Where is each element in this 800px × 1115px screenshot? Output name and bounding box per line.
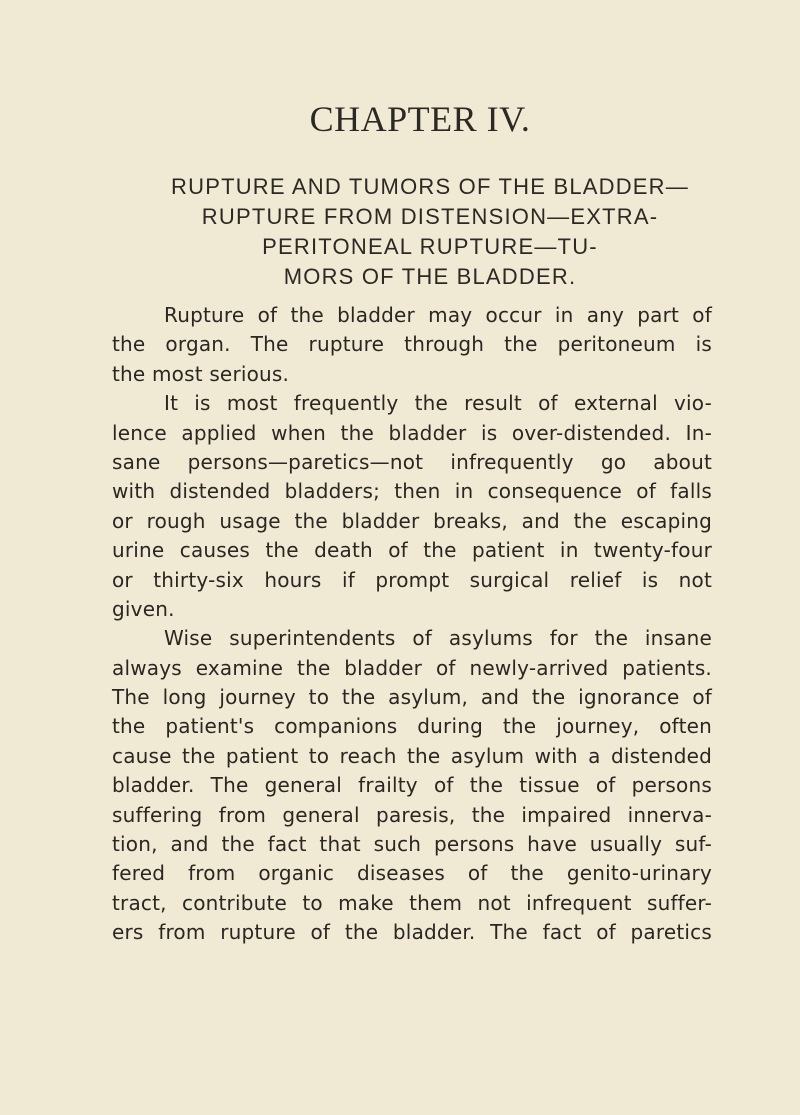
subtitle-line: PERITONEAL RUPTURE—TU- [262, 234, 598, 259]
text-line: tract, contribute to make them not infrequent suffer- [112, 890, 712, 915]
chapter-title: CHAPTER IV. [309, 99, 531, 139]
text-line: ers from rupture of the bladder. The fact of paretics [112, 920, 712, 945]
subtitle-line: RUPTURE AND TUMORS OF THE BLADDER— [171, 174, 689, 199]
subtitle-line: MORS OF THE BLADDER. [283, 264, 577, 289]
text-line: urine causes the death of the patient in twenty-four [112, 538, 712, 563]
text-line: Wise superintendents of asylums for the insane [164, 626, 712, 651]
text-line: always examine the bladder of newly-arrived patients. [112, 655, 712, 680]
text-line: suffering from general paresis, the impaired innerva- [112, 802, 712, 827]
subtitle-line: RUPTURE FROM DISTENSION—EXTRA- [201, 204, 659, 229]
text-line: or rough usage the bladder breaks, and the escaping [112, 508, 712, 533]
text-line: or thirty-six hours if prompt surgical relief is not [112, 567, 712, 592]
chapter-subtitle [150, 172, 710, 292]
text-line: given. [112, 596, 175, 621]
text-line: the organ. The rupture through the peritoneum is [112, 332, 712, 357]
text-line: fered from organic diseases of the genito-urinary [112, 861, 712, 886]
text-line: the most serious. [112, 361, 290, 386]
text-line: cause the patient to reach the asylum with a distended [112, 743, 712, 768]
text-line: The long journey to the asylum, and the ignorance of [112, 685, 712, 710]
text-line: lence applied when the bladder is over-distended. In- [112, 420, 712, 445]
text-line: sane persons—paretics—not infrequently go about [112, 449, 712, 474]
text-line: bladder. The general frailty of the tissue of persons [112, 773, 712, 798]
text-line: Rupture of the bladder may occur in any part of [164, 303, 712, 327]
text-line: with distended bladders; then in consequence of falls [112, 479, 712, 504]
text-line: It is most frequently the result of external vio- [164, 391, 712, 416]
body-text [112, 301, 712, 948]
text-line: tion, and the fact that such persons have usually suf- [112, 832, 712, 857]
text-line: the patient's companions during the journey, often [112, 714, 712, 739]
